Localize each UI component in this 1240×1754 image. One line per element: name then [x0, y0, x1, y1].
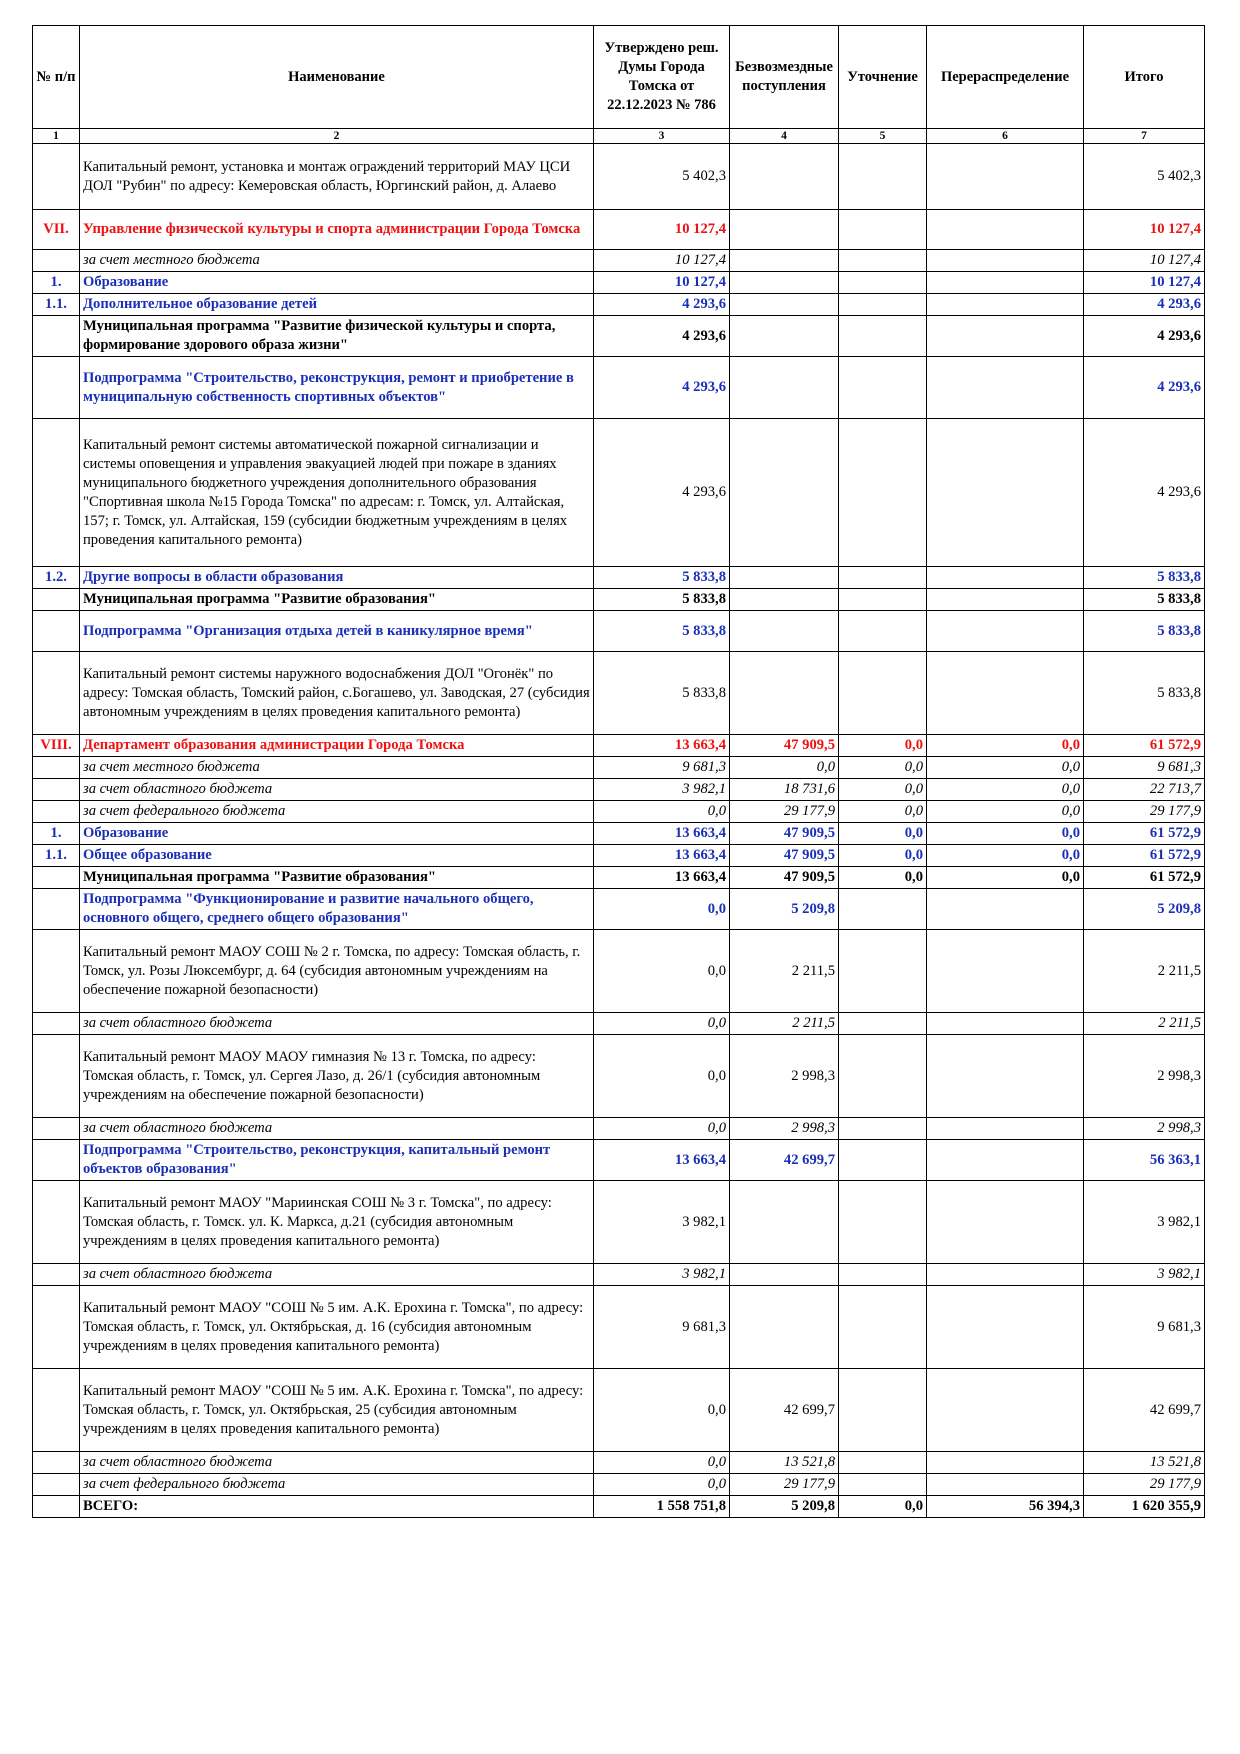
table-row	[33, 930, 1205, 1013]
cell-redistribution: 56 394,3	[927, 1496, 1084, 1518]
cell-total: 10 127,4	[1084, 250, 1205, 272]
cell-approved: 0,0	[594, 801, 730, 823]
cell-redistribution: 0,0	[927, 845, 1084, 867]
header-num: № п/п	[33, 26, 80, 129]
row-name: за счет областного бюджета	[80, 779, 594, 801]
cell-total: 9 681,3	[1084, 1286, 1205, 1369]
table-row	[33, 589, 1205, 611]
cell-redistribution	[927, 144, 1084, 210]
cell-gratuitous	[730, 210, 839, 250]
table-row	[33, 611, 1205, 652]
row-number	[33, 1496, 80, 1518]
row-name: Образование	[80, 272, 594, 294]
cell-total: 29 177,9	[1084, 1474, 1205, 1496]
cell-clarification	[839, 316, 927, 357]
row-name: Подпрограмма "Организация отдыха детей в каникулярное время"	[80, 611, 594, 652]
row-number	[33, 1013, 80, 1035]
cell-redistribution	[927, 611, 1084, 652]
cell-clarification: 0,0	[839, 779, 927, 801]
row-name: за счет областного бюджета	[80, 1118, 594, 1140]
row-name: Капитальный ремонт системы автоматической пожарной сигнализации и системы оповещения и управления эвакуацией людей при пожаре в зданиях муниципального бюджетного учреждения дополнительного образования "Спортивная школа №15 Города Томска" по адресам: г. Томск, ул. Алтайская, 157; г. Томск, ул. Алтайская, 159 (субсидии бюджетным учреждениям в целях проведения капитального ремонта)	[80, 419, 594, 567]
cell-gratuitous	[730, 272, 839, 294]
cell-gratuitous	[730, 294, 839, 316]
row-name: за счет федерального бюджета	[80, 1474, 594, 1496]
cell-approved: 4 293,6	[594, 294, 730, 316]
cell-clarification: 0,0	[839, 757, 927, 779]
row-number	[33, 801, 80, 823]
cell-gratuitous	[730, 1181, 839, 1264]
cell-clarification: 0,0	[839, 823, 927, 845]
cell-gratuitous: 5 209,8	[730, 889, 839, 930]
cell-clarification: 0,0	[839, 845, 927, 867]
cell-total: 2 998,3	[1084, 1035, 1205, 1118]
cell-clarification	[839, 144, 927, 210]
cell-gratuitous: 29 177,9	[730, 1474, 839, 1496]
row-name: Капитальный ремонт, установка и монтаж ограждений территорий МАУ ЦСИ ДОЛ "Рубин" по адресу: Кемеровская область, Юргинский район, д. Алаево	[80, 144, 594, 210]
cell-gratuitous: 5 209,8	[730, 1496, 839, 1518]
table-row	[33, 1496, 1205, 1518]
table-row	[33, 889, 1205, 930]
cell-redistribution	[927, 272, 1084, 294]
table-row	[33, 1035, 1205, 1118]
cell-approved: 10 127,4	[594, 250, 730, 272]
cell-gratuitous	[730, 316, 839, 357]
row-number	[33, 1474, 80, 1496]
cell-approved: 13 663,4	[594, 867, 730, 889]
cell-gratuitous: 13 521,8	[730, 1452, 839, 1474]
cell-total: 5 402,3	[1084, 144, 1205, 210]
cell-clarification	[839, 1140, 927, 1181]
cell-redistribution	[927, 1140, 1084, 1181]
row-name: Капитальный ремонт системы наружного водоснабжения ДОЛ "Огонёк" по адресу: Томская область, Томский район, с.Богашево, ул. Заводская, 27 (субсидия автономным учреждениям в целях проведения капитального ремонта)	[80, 652, 594, 735]
row-number	[33, 357, 80, 419]
cell-clarification	[839, 1286, 927, 1369]
row-number	[33, 1181, 80, 1264]
cell-redistribution: 0,0	[927, 823, 1084, 845]
row-name: Общее образование	[80, 845, 594, 867]
table-row	[33, 567, 1205, 589]
table-row	[33, 1013, 1205, 1035]
row-number	[33, 1140, 80, 1181]
cell-total: 4 293,6	[1084, 294, 1205, 316]
cell-redistribution	[927, 250, 1084, 272]
cell-total: 5 833,8	[1084, 652, 1205, 735]
row-number: VIII.	[33, 735, 80, 757]
table-row	[33, 652, 1205, 735]
row-number	[33, 930, 80, 1013]
cell-approved: 0,0	[594, 889, 730, 930]
header-redistribution: Перераспределение	[927, 26, 1084, 129]
cell-total: 29 177,9	[1084, 801, 1205, 823]
cell-redistribution	[927, 419, 1084, 567]
cell-total: 10 127,4	[1084, 210, 1205, 250]
cell-approved: 5 833,8	[594, 652, 730, 735]
cell-approved: 5 833,8	[594, 611, 730, 652]
row-name: за счет областного бюджета	[80, 1013, 594, 1035]
row-number	[33, 889, 80, 930]
cell-gratuitous: 42 699,7	[730, 1369, 839, 1452]
row-name: за счет местного бюджета	[80, 757, 594, 779]
row-name: за счет областного бюджета	[80, 1452, 594, 1474]
row-number: 1.	[33, 272, 80, 294]
cell-clarification	[839, 652, 927, 735]
cell-redistribution	[927, 930, 1084, 1013]
cell-approved: 0,0	[594, 1474, 730, 1496]
cell-total: 10 127,4	[1084, 272, 1205, 294]
cell-redistribution	[927, 357, 1084, 419]
cell-clarification	[839, 1264, 927, 1286]
cell-gratuitous: 2 211,5	[730, 1013, 839, 1035]
table-row	[33, 419, 1205, 567]
cell-clarification	[839, 889, 927, 930]
cell-approved: 4 293,6	[594, 419, 730, 567]
cell-total: 42 699,7	[1084, 1369, 1205, 1452]
cell-redistribution	[927, 210, 1084, 250]
cell-total: 3 982,1	[1084, 1181, 1205, 1264]
row-name: Капитальный ремонт МАОУ "Мариинская СОШ № 3 г. Томска", по адресу: Томская область, г. Томск. ул. К. Маркса, д.21 (субсидия автономным учреждениям в целях проведения капитального ремонта)	[80, 1181, 594, 1264]
table-row	[33, 1181, 1205, 1264]
cell-approved: 13 663,4	[594, 735, 730, 757]
cell-clarification: 0,0	[839, 735, 927, 757]
row-number	[33, 757, 80, 779]
cell-redistribution	[927, 1013, 1084, 1035]
cell-approved: 0,0	[594, 1035, 730, 1118]
column-number: 5	[839, 129, 927, 144]
cell-gratuitous: 47 909,5	[730, 735, 839, 757]
row-name: за счет местного бюджета	[80, 250, 594, 272]
row-number	[33, 589, 80, 611]
cell-approved: 0,0	[594, 1013, 730, 1035]
table-row	[33, 294, 1205, 316]
cell-gratuitous: 47 909,5	[730, 845, 839, 867]
table-body	[33, 144, 1205, 1518]
column-number: 2	[80, 129, 594, 144]
cell-approved: 4 293,6	[594, 316, 730, 357]
cell-total: 5 209,8	[1084, 889, 1205, 930]
cell-total: 5 833,8	[1084, 589, 1205, 611]
cell-total: 1 620 355,9	[1084, 1496, 1205, 1518]
cell-redistribution	[927, 1369, 1084, 1452]
cell-clarification	[839, 1452, 927, 1474]
table-row	[33, 779, 1205, 801]
cell-approved: 0,0	[594, 1369, 730, 1452]
cell-approved: 3 982,1	[594, 779, 730, 801]
cell-total: 61 572,9	[1084, 845, 1205, 867]
cell-redistribution	[927, 1118, 1084, 1140]
cell-redistribution	[927, 652, 1084, 735]
cell-approved: 13 663,4	[594, 845, 730, 867]
column-number: 3	[594, 129, 730, 144]
cell-redistribution: 0,0	[927, 757, 1084, 779]
cell-redistribution: 0,0	[927, 801, 1084, 823]
column-number: 7	[1084, 129, 1205, 144]
cell-total: 2 998,3	[1084, 1118, 1205, 1140]
cell-gratuitous: 47 909,5	[730, 867, 839, 889]
cell-total: 2 211,5	[1084, 1013, 1205, 1035]
table-row	[33, 272, 1205, 294]
row-name: Муниципальная программа "Развитие образования"	[80, 589, 594, 611]
row-number	[33, 1264, 80, 1286]
cell-redistribution: 0,0	[927, 779, 1084, 801]
cell-total: 4 293,6	[1084, 419, 1205, 567]
row-name: Капитальный ремонт МАОУ СОШ № 2 г. Томска, по адресу: Томская область, г. Томск, ул. Розы Люксембург, д. 64 (субсидия автономным учреждениям на обеспечение пожарной безопасности)	[80, 930, 594, 1013]
cell-redistribution	[927, 1474, 1084, 1496]
row-number: 1.1.	[33, 845, 80, 867]
row-number	[33, 1452, 80, 1474]
cell-approved: 9 681,3	[594, 1286, 730, 1369]
cell-approved: 3 982,1	[594, 1264, 730, 1286]
cell-redistribution	[927, 316, 1084, 357]
column-number: 1	[33, 129, 80, 144]
table-row	[33, 1474, 1205, 1496]
cell-gratuitous: 47 909,5	[730, 823, 839, 845]
table-row	[33, 823, 1205, 845]
cell-approved: 0,0	[594, 930, 730, 1013]
row-name: Муниципальная программа "Развитие образования"	[80, 867, 594, 889]
table-row	[33, 1369, 1205, 1452]
row-name: Подпрограмма "Функционирование и развитие начального общего, основного общего, среднего общего образования"	[80, 889, 594, 930]
table-row	[33, 250, 1205, 272]
cell-approved: 1 558 751,8	[594, 1496, 730, 1518]
cell-gratuitous: 18 731,6	[730, 779, 839, 801]
cell-approved: 10 127,4	[594, 272, 730, 294]
cell-redistribution	[927, 294, 1084, 316]
row-number	[33, 1286, 80, 1369]
cell-clarification: 0,0	[839, 867, 927, 889]
row-name: Другие вопросы в области образования	[80, 567, 594, 589]
cell-approved: 13 663,4	[594, 1140, 730, 1181]
cell-clarification	[839, 357, 927, 419]
cell-clarification	[839, 1118, 927, 1140]
row-number	[33, 419, 80, 567]
header-total: Итого	[1084, 26, 1205, 129]
row-name: ВСЕГО:	[80, 1496, 594, 1518]
cell-total: 61 572,9	[1084, 735, 1205, 757]
cell-total: 61 572,9	[1084, 867, 1205, 889]
cell-redistribution	[927, 889, 1084, 930]
row-name: Капитальный ремонт МАОУ "СОШ № 5 им. А.К. Ерохина г. Томска", по адресу: Томская область, г. Томск, ул. Октябрьская, д. 16 (субсидия автономным учреждениям в целях проведения капитального ремонта)	[80, 1286, 594, 1369]
table-row	[33, 144, 1205, 210]
cell-gratuitous	[730, 567, 839, 589]
cell-clarification	[839, 1013, 927, 1035]
cell-redistribution	[927, 1035, 1084, 1118]
cell-approved: 13 663,4	[594, 823, 730, 845]
cell-gratuitous: 2 211,5	[730, 930, 839, 1013]
row-name: за счет областного бюджета	[80, 1264, 594, 1286]
cell-clarification	[839, 272, 927, 294]
row-number	[33, 867, 80, 889]
row-name: Дополнительное образование детей	[80, 294, 594, 316]
table-row	[33, 735, 1205, 757]
column-number: 4	[730, 129, 839, 144]
cell-redistribution	[927, 1286, 1084, 1369]
table-row	[33, 1452, 1205, 1474]
table-row	[33, 316, 1205, 357]
table-row	[33, 1140, 1205, 1181]
row-name: Капитальный ремонт МАОУ "СОШ № 5 им. А.К. Ерохина г. Томска", по адресу: Томская область, г. Томск, ул. Октябрьская, 25 (субсидия автономным учреждениям в целях проведения капитального ремонта)	[80, 1369, 594, 1452]
row-number	[33, 1369, 80, 1452]
cell-approved: 4 293,6	[594, 357, 730, 419]
cell-clarification	[839, 1369, 927, 1452]
cell-total: 4 293,6	[1084, 316, 1205, 357]
budget-table	[32, 25, 1205, 1518]
row-number	[33, 1035, 80, 1118]
cell-clarification	[839, 567, 927, 589]
cell-total: 56 363,1	[1084, 1140, 1205, 1181]
cell-gratuitous	[730, 652, 839, 735]
cell-gratuitous	[730, 589, 839, 611]
cell-clarification	[839, 589, 927, 611]
row-number: 1.	[33, 823, 80, 845]
header-clarification: Уточнение	[839, 26, 927, 129]
cell-clarification	[839, 1474, 927, 1496]
cell-clarification	[839, 930, 927, 1013]
table-row	[33, 1264, 1205, 1286]
cell-approved: 0,0	[594, 1452, 730, 1474]
cell-gratuitous	[730, 1264, 839, 1286]
cell-approved: 9 681,3	[594, 757, 730, 779]
cell-approved: 5 402,3	[594, 144, 730, 210]
row-number: 1.2.	[33, 567, 80, 589]
table-row	[33, 757, 1205, 779]
header-row	[33, 26, 1205, 129]
cell-redistribution	[927, 1264, 1084, 1286]
cell-redistribution	[927, 1452, 1084, 1474]
cell-gratuitous	[730, 611, 839, 652]
row-name: Муниципальная программа "Развитие физической культуры и спорта, формирование здорового образа жизни"	[80, 316, 594, 357]
cell-gratuitous: 0,0	[730, 757, 839, 779]
row-name: Управление физической культуры и спорта администрации Города Томска	[80, 210, 594, 250]
cell-approved: 0,0	[594, 1118, 730, 1140]
row-number: 1.1.	[33, 294, 80, 316]
row-number: VII.	[33, 210, 80, 250]
cell-gratuitous: 2 998,3	[730, 1035, 839, 1118]
table-row	[33, 801, 1205, 823]
cell-gratuitous: 2 998,3	[730, 1118, 839, 1140]
row-number	[33, 779, 80, 801]
cell-clarification	[839, 250, 927, 272]
cell-total: 61 572,9	[1084, 823, 1205, 845]
column-number-row	[33, 129, 1205, 144]
cell-clarification	[839, 294, 927, 316]
row-number	[33, 652, 80, 735]
row-name: Капитальный ремонт МАОУ МАОУ гимназия № 13 г. Томска, по адресу: Томская область, г. Томск, ул. Сергея Лазо, д. 26/1 (субсидия автономным учреждениям на обеспечение пожарной безопасности)	[80, 1035, 594, 1118]
cell-approved: 10 127,4	[594, 210, 730, 250]
cell-total: 4 293,6	[1084, 357, 1205, 419]
cell-approved: 5 833,8	[594, 589, 730, 611]
row-name: Департамент образования администрации Города Томска	[80, 735, 594, 757]
table-row	[33, 357, 1205, 419]
row-number	[33, 144, 80, 210]
cell-total: 22 713,7	[1084, 779, 1205, 801]
cell-gratuitous: 42 699,7	[730, 1140, 839, 1181]
cell-total: 9 681,3	[1084, 757, 1205, 779]
row-number	[33, 316, 80, 357]
cell-redistribution	[927, 567, 1084, 589]
cell-clarification: 0,0	[839, 801, 927, 823]
table-row	[33, 210, 1205, 250]
row-number	[33, 1118, 80, 1140]
cell-approved: 5 833,8	[594, 567, 730, 589]
cell-approved: 3 982,1	[594, 1181, 730, 1264]
cell-redistribution: 0,0	[927, 735, 1084, 757]
cell-clarification	[839, 611, 927, 652]
cell-total: 5 833,8	[1084, 611, 1205, 652]
cell-gratuitous	[730, 250, 839, 272]
cell-clarification	[839, 210, 927, 250]
header-gratuitous: Безвозмездные поступления	[730, 26, 839, 129]
row-name: за счет федерального бюджета	[80, 801, 594, 823]
cell-gratuitous	[730, 1286, 839, 1369]
cell-clarification	[839, 1181, 927, 1264]
column-number: 6	[927, 129, 1084, 144]
cell-gratuitous	[730, 144, 839, 210]
table-row	[33, 1286, 1205, 1369]
cell-clarification	[839, 419, 927, 567]
cell-redistribution	[927, 1181, 1084, 1264]
table-row	[33, 1118, 1205, 1140]
cell-clarification	[839, 1035, 927, 1118]
cell-total: 13 521,8	[1084, 1452, 1205, 1474]
row-name: Образование	[80, 823, 594, 845]
cell-total: 3 982,1	[1084, 1264, 1205, 1286]
header-name: Наименование	[80, 26, 594, 129]
table-row	[33, 867, 1205, 889]
row-number	[33, 611, 80, 652]
table-row	[33, 845, 1205, 867]
cell-gratuitous	[730, 419, 839, 567]
cell-redistribution: 0,0	[927, 867, 1084, 889]
cell-clarification: 0,0	[839, 1496, 927, 1518]
cell-total: 2 211,5	[1084, 930, 1205, 1013]
cell-total: 5 833,8	[1084, 567, 1205, 589]
header-approved: Утверждено реш. Думы Города Томска от 22.12.2023 № 786	[594, 26, 730, 129]
cell-gratuitous	[730, 357, 839, 419]
cell-gratuitous: 29 177,9	[730, 801, 839, 823]
row-number	[33, 250, 80, 272]
cell-redistribution	[927, 589, 1084, 611]
row-name: Подпрограмма "Строительство, реконструкция, капитальный ремонт объектов образования"	[80, 1140, 594, 1181]
row-name: Подпрограмма "Строительство, реконструкция, ремонт и приобретение в муниципальную собственность спортивных объектов"	[80, 357, 594, 419]
